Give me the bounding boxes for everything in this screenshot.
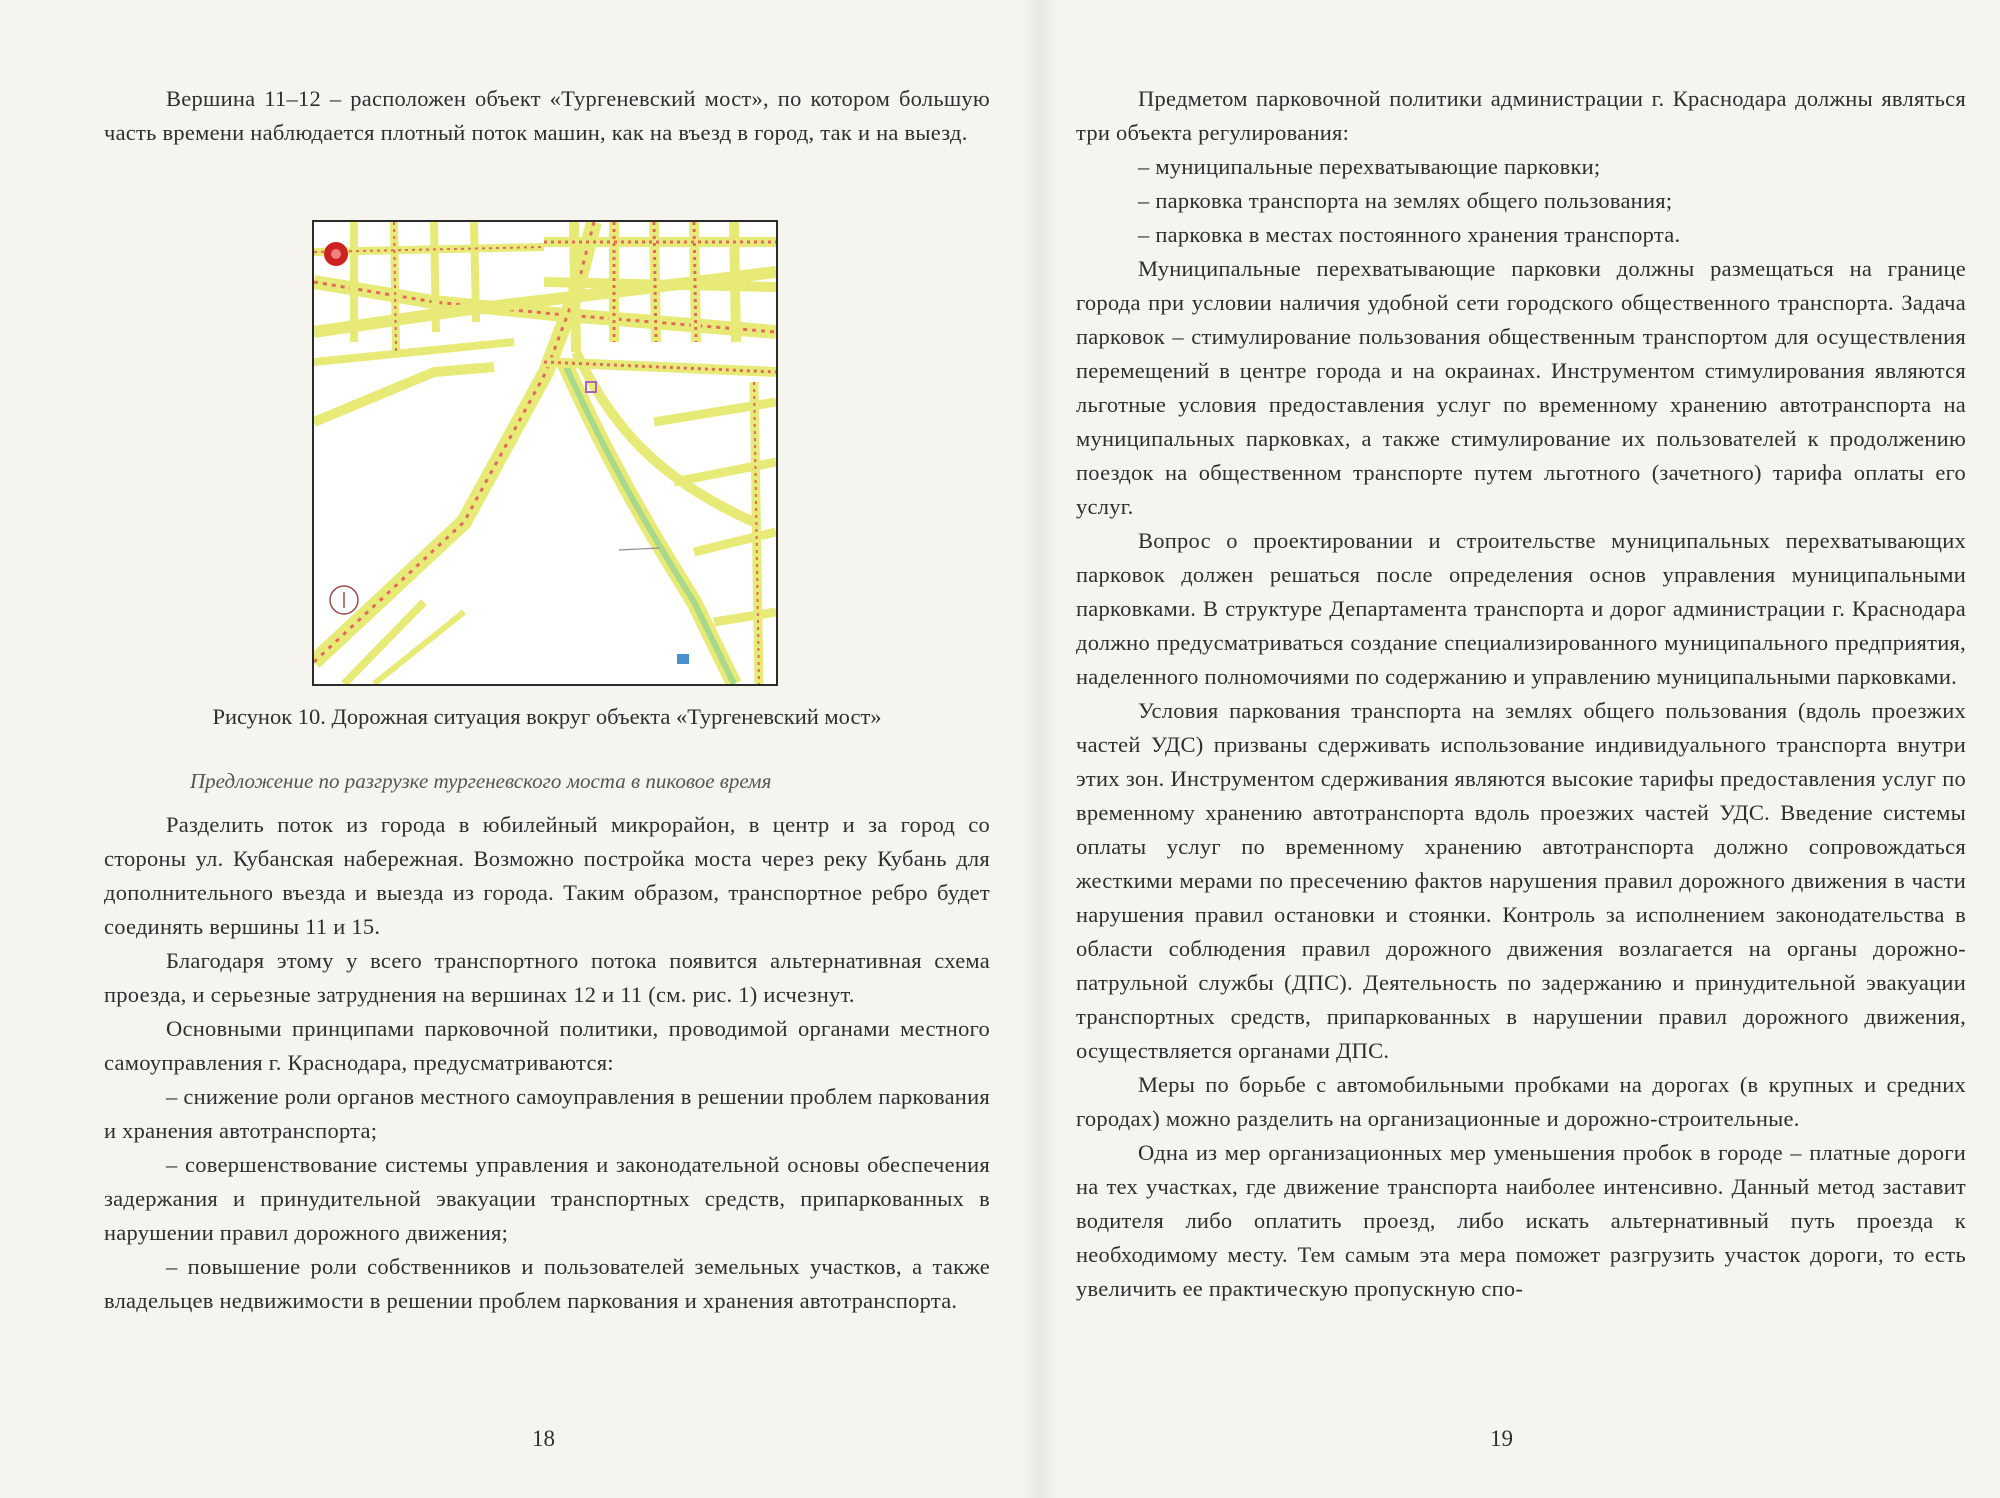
paragraph: Меры по борьбе с автомобильными пробками на дорогах (в крупных и средних городах) можно разделить на организационные и дорожно-строительные.	[1076, 1072, 1966, 1131]
road-map	[314, 222, 776, 684]
list-item: – повышение роли собственников и пользователей земельных участков, а также владельцев недвижимости в решении проблем паркования и хранения автотранспорта.	[104, 1254, 990, 1313]
paragraph: Одна из мер организационных мер уменьшения пробок в городе – платные дороги на тех участках, где движение транспорта наиболее интенсивно. Данный метод заставит водителя либо оплатить проезд, либо искать альтернативный путь проезда к необходимому месту. Тем самым эта мера поможет разгрузить участок дороги, то есть увеличить ее практическую пропускную спо-	[1076, 1140, 1966, 1301]
paragraph: Разделить поток из города в юбилейный микрорайон, в центр и за город со стороны ул. Кубанская набережная. Возможно постройка моста через реку Кубань для дополнительного въезда и выезда из города. Таким образом, транспортное ребро будет соединять вершины 11 и 15.	[104, 812, 990, 939]
paragraph: Условия паркования транспорта на землях общего пользования (вдоль проезжих частей УДС) призваны сдерживать использование индивидуального транспорта внутри этих зон. Инструментом сдерживания являются высокие тарифы предоставления услуг по временному хранению автотранспорта вдоль проезжих частей УДС. Введение системы оплаты услуг по временному хранению автотранспорта должно сопровождаться жесткими мерами по пресечению фактов нарушения правил дорожного движения в части нарушения правил остановки и стоянки. Контроль за исполнением законодательства в области соблюдения правил дорожного движения возлагается на органы дорожно-патрульной службы (ДПС). Деятельность по задержанию и принудительной эвакуации транспортных средств, припаркованных в нарушении правил дорожного движения, осуществляется органами ДПС.	[1076, 698, 1966, 1063]
page-number: 18	[532, 1426, 555, 1451]
paragraph: Вопрос о проектировании и строительстве муниципальных перехватывающих парковок должен решаться после определения основ управления муниципальными парковками. В структуре Департамента транспорта и дорог администрации г. Краснодара должно предусматриваться создание специализированного муниципального предприятия, наделенного полномочиями по содержанию и управлению муниципальными парковками.	[1076, 528, 1966, 689]
right-text	[1076, 82, 1966, 1306]
paragraph: Благодаря этому у всего транспортного потока появится альтернативная схема проезда, и серьезные затруднения на вершинах 12 и 11 (см. рис. 1) исчезнут.	[104, 948, 990, 1007]
right-page	[1040, 0, 2000, 1498]
list-item: – парковка транспорта на землях общего пользования;	[1138, 188, 1673, 213]
list-item: – совершенствование системы управления и законодательной основы обеспечения задержания и принудительной эвакуации транспортных средств, припаркованных в нарушении правил дорожного движения;	[104, 1152, 990, 1245]
list-item: – парковка в местах постоянного хранения транспорта.	[1138, 222, 1681, 247]
figure-caption: Рисунок 10. Дорожная ситуация вокруг объекта «Тургеневский мост»	[212, 704, 882, 729]
section-subtitle: Предложение по разгрузке тургеневского моста в пиковое время	[190, 769, 772, 793]
left-top-text	[104, 82, 990, 150]
page-number: 19	[1490, 1426, 1513, 1451]
left-bottom-text	[104, 808, 990, 1318]
parking-marker-icon	[677, 654, 689, 664]
paragraph: Вершина 11–12 – расположен объект «Тургеневский мост», по котором большую часть времени наблюдается плотный поток машин, как на въезд в город, так и на выезд.	[104, 86, 990, 145]
paragraph: Предметом парковочной политики администрации г. Краснодара должны являться три объекта регулирования:	[1076, 86, 1966, 145]
paragraph: Основными принципами парковочной политики, проводимой органами местного самоуправления г. Краснодара, предусматриваются:	[104, 1016, 990, 1075]
list-item: – снижение роли органов местного самоуправления в решении проблем паркования и хранения автотранспорта;	[104, 1084, 990, 1143]
list-item: – муниципальные перехватывающие парковки;	[1138, 154, 1601, 179]
paragraph: Муниципальные перехватывающие парковки должны размещаться на границе города при условии наличия удобной сети городского общественного транспорта. Задача парковок – стимулирование пользования общественным транспортом для осуществления перемещений в центре города и на окраинах. Инструментом стимулирования являются льготные условия предоставления услуг по временному хранению автотранспорта на муниципальных парковках, а также стимулирование их пользователей к продолжению поездок на общественном транспорте путем льготного (зачетного) тарифа оплаты его услуг.	[1076, 256, 1966, 519]
road-map-figure	[312, 220, 778, 686]
